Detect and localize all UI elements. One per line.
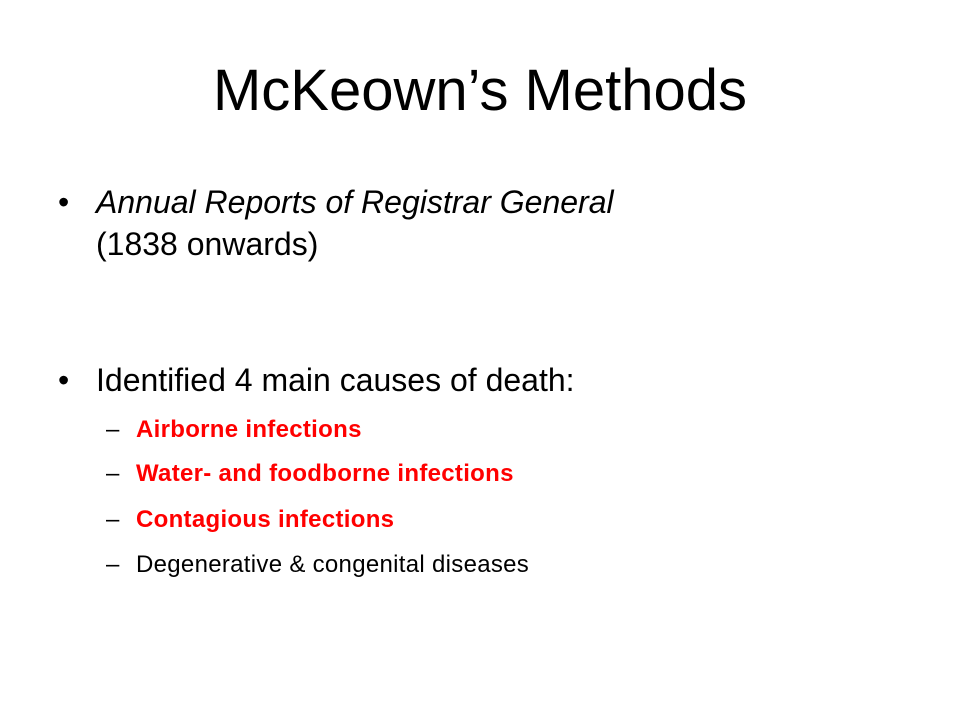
sub-item-text: Water- and foodborne infections bbox=[136, 460, 514, 487]
bullet-marker: • bbox=[58, 362, 70, 398]
bullet-text bbox=[96, 181, 898, 265]
dash-marker: – bbox=[106, 506, 120, 533]
bullet-text-line-2: (1838 onwards) bbox=[96, 226, 319, 262]
sub-item-contagious bbox=[106, 505, 394, 535]
dash-marker: – bbox=[106, 551, 120, 578]
sub-item-airborne bbox=[106, 415, 362, 445]
sub-item-water-foodborne bbox=[106, 459, 514, 489]
bullet-text: Identified 4 main causes of death: bbox=[96, 362, 575, 398]
sub-item-text: Airborne infections bbox=[136, 416, 362, 443]
bullet-annual-reports bbox=[58, 181, 898, 265]
sub-item-degenerative bbox=[106, 550, 529, 580]
bullet-marker: • bbox=[58, 184, 70, 220]
bullet-text-line-1: Annual Reports of Registrar General bbox=[96, 184, 614, 220]
dash-marker: – bbox=[106, 416, 120, 443]
dash-marker: – bbox=[106, 460, 120, 487]
bullet-causes-of-death bbox=[58, 359, 898, 401]
sub-item-text: Contagious infections bbox=[136, 506, 395, 533]
sub-item-text: Degenerative & congenital diseases bbox=[136, 551, 530, 578]
slide-title: McKeown’s Methods bbox=[212, 58, 748, 123]
